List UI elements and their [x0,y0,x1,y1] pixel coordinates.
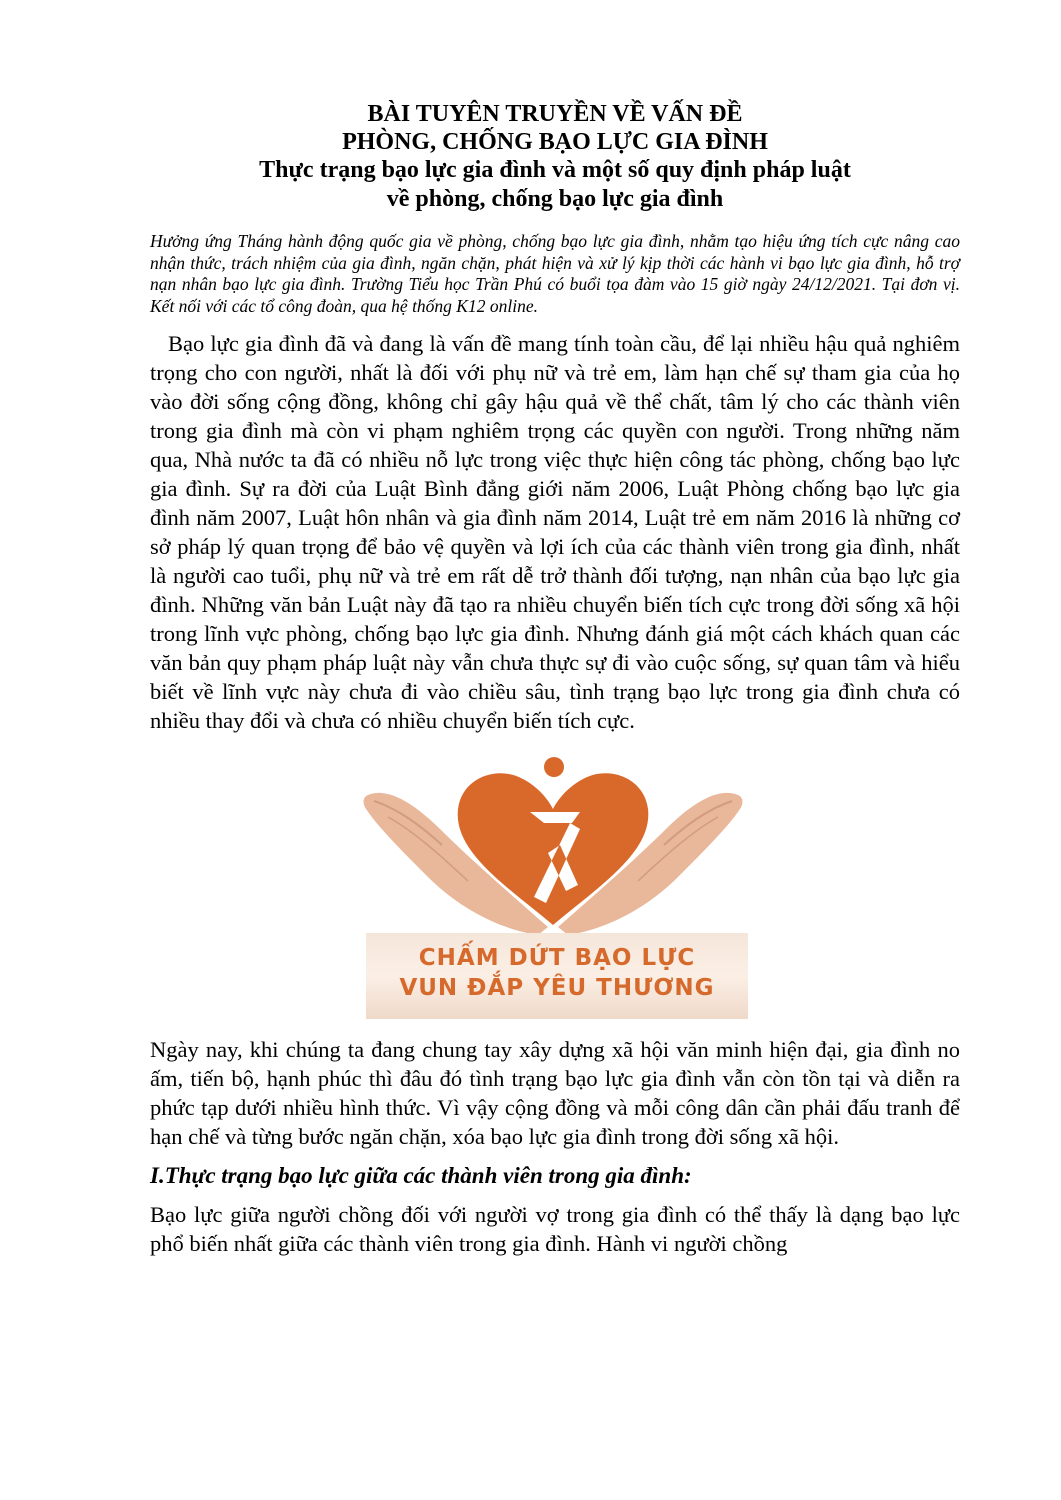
campaign-banner [366,933,748,1019]
subtitle-line-1: Thực trạng bạo lực gia đình và một số quy định pháp luật [259,157,851,183]
heart-hands-graphic [358,757,748,937]
document-page [150,100,960,1258]
title-line-1: BÀI TUYÊN TRUYỀN VỀ VẤN ĐỀ [367,101,743,127]
section-1-heading: I.Thực trạng bạo lực giữa các thành viên trong gia đình: [150,1163,692,1188]
banner-line-1: CHẤM DỨT BẠO LỰC [418,945,696,971]
title-line-2: PHÒNG, CHỐNG BẠO LỰC GIA ĐÌNH [342,129,768,155]
body-paragraph-3: Bạo lực giữa người chồng đối với người vợ trong gia đình có thể thấy là dạng bạo lực phổ biến nhất giữa các thành viên trong gia đình. Hành vi người chồng [150,1202,960,1256]
person-head-icon [544,757,564,777]
document-title [150,100,960,214]
body-paragraph-1: Bạo lực gia đình đã và đang là vấn đề mang tính toàn cầu, để lại nhiều hậu quả nghiêm trọng cho con người, nhất là đối với phụ nữ và trẻ em, làm hạn chế sự tham gia của họ vào đời sống cộng đồng, không chỉ gây hậu quả về thể chất, tâm lý cho các thành viên trong gia đình mà còn vi phạm nghiêm trọng các quyền con người. Trong những năm qua, Nhà nước ta đã có nhiều nỗ lực trong việc thực hiện công tác phòng, chống bạo lực gia đình. Sự ra đời của Luật Bình đẳng giới năm 2006, Luật Phòng chống bạo lực gia đình năm 2007, Luật hôn nhân và gia đình năm 2014, Luật trẻ em năm 2016 là những cơ sở pháp lý quan trọng để bảo vệ quyền và lợi ích của các thành viên trong gia đình, nhất là người cao tuổi, phụ nữ và trẻ em rất dễ trở thành đối tượng, nạn nhân của bạo lực gia đình. Những văn bản Luật này đã tạo ra nhiều chuyển biến tích cực trong đời sống xã hội trong lĩnh vực phòng, chống bạo lực gia đình. Nhưng đánh giá một cách khách quan các văn bản quy phạm pháp luật này vẫn chưa thực sự đi vào cuộc sống, sự quan tâm và hiểu biết về lĩnh vực này chưa đi vào chiều sâu, tình trạng bạo lực trong gia đình chưa có nhiều thay đổi và chưa có nhiều chuyển biến tích cực. [150,331,960,733]
banner-line-2: VUN ĐẮP YÊU THƯƠNG [399,975,715,1001]
intro-paragraph: Hưởng ứng Tháng hành động quốc gia về phòng, chống bạo lực gia đình, nhằm tạo hiệu ứng tích cực nâng cao nhận thức, trách nhiệm của gia đình, ngăn chặn, phát hiện và xử lý kịp thời các hành vi bạo lực gia đình, hỗ trợ nạn nhân bạo lực gia đình. Trường Tiểu học Trần Phú có buổi tọa đàm vào 15 giờ ngày 24/12/2021. Tại đơn vị. Kết nối với các tổ công đoàn, qua hệ thống K12 online. [150,231,960,316]
body-paragraph-2: Ngày nay, khi chúng ta đang chung tay xây dựng xã hội văn minh hiện đại, gia đình no ấm, tiến bộ, hạnh phúc thì đâu đó tình trạng bạo lực gia đình vẫn còn tồn tại và diễn ra phức tạp dưới nhiều hình thức. Vì vậy cộng đồng và mỗi công dân cần phải đấu tranh để hạn chế và từng bước ngăn chặn, xóa bạo lực gia đình trong đời sống xã hội. [150,1037,960,1149]
subtitle-line-2: về phòng, chống bạo lực gia đình [386,186,724,212]
campaign-illustration [358,757,748,1025]
